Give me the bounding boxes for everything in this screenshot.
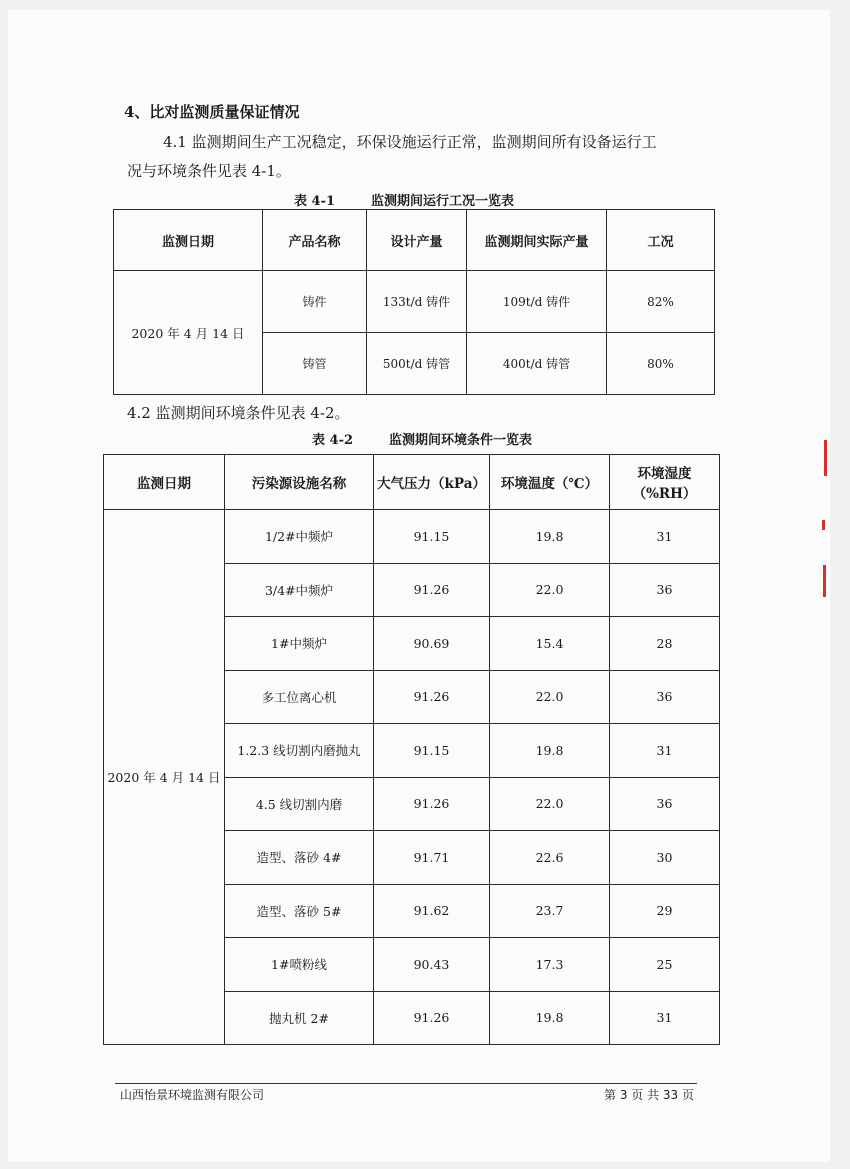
footer-page-number: 第 3 页 共 33 页 <box>604 1088 694 1102</box>
col-header-condition: 工况 <box>607 210 715 271</box>
design-output-cell: 500t/d 铸管 <box>367 333 467 395</box>
humidity-cell: 29 <box>610 884 720 938</box>
source-cell: 多工位离心机 <box>225 670 374 724</box>
temperature-cell: 19.8 <box>490 991 610 1045</box>
date-cell: 2020 年 4 月 14 日 <box>104 510 225 1045</box>
humidity-cell: 30 <box>610 831 720 885</box>
humidity-cell: 31 <box>610 724 720 778</box>
actual-output-cell: 400t/d 铸管 <box>467 333 607 395</box>
col-header-source: 污染源设施名称 <box>225 455 374 510</box>
col-header-temperature: 环境温度（℃） <box>490 455 610 510</box>
source-cell: 抛丸机 2# <box>225 991 374 1045</box>
footer-divider <box>115 1083 697 1084</box>
temperature-cell: 22.0 <box>490 563 610 617</box>
footer-company: 山西怡景环境监测有限公司 <box>120 1088 265 1102</box>
table1-caption-title: 监测期间运行工况一览表 <box>371 194 515 209</box>
seam-stamp-mark <box>822 520 825 530</box>
temperature-cell: 17.3 <box>490 938 610 992</box>
temperature-cell: 22.6 <box>490 831 610 885</box>
pressure-cell: 91.26 <box>374 777 490 831</box>
temperature-cell: 22.0 <box>490 670 610 724</box>
source-cell: 1.2.3 线切割内磨抛丸 <box>225 724 374 778</box>
section-heading: 4、比对监测质量保证情况 <box>124 103 300 121</box>
source-cell: 造型、落砂 5# <box>225 884 374 938</box>
source-cell: 1#中频炉 <box>225 617 374 671</box>
table1-caption <box>294 190 514 209</box>
source-cell: 1/2#中频炉 <box>225 510 374 564</box>
table-header-row <box>104 455 720 510</box>
col-header-humidity: 环境湿度（%RH） <box>610 455 720 510</box>
source-cell: 4.5 线切割内磨 <box>225 777 374 831</box>
pressure-cell: 91.71 <box>374 831 490 885</box>
temperature-cell: 19.8 <box>490 510 610 564</box>
table-row <box>114 271 715 333</box>
actual-output-cell: 109t/d 铸件 <box>467 271 607 333</box>
source-cell: 造型、落砂 4# <box>225 831 374 885</box>
condition-cell: 82% <box>607 271 715 333</box>
humidity-cell: 31 <box>610 510 720 564</box>
humidity-cell: 36 <box>610 563 720 617</box>
pressure-cell: 91.26 <box>374 563 490 617</box>
operating-conditions-table <box>113 209 715 395</box>
temperature-cell: 15.4 <box>490 617 610 671</box>
product-cell: 铸件 <box>263 271 367 333</box>
temperature-cell: 23.7 <box>490 884 610 938</box>
table-header-row <box>114 210 715 271</box>
table1-caption-number: 表 4-1 <box>294 194 336 209</box>
col-header-actual-output: 监测期间实际产量 <box>467 210 607 271</box>
product-cell: 铸管 <box>263 333 367 395</box>
col-header-product: 产品名称 <box>263 210 367 271</box>
source-cell: 1#喷粉线 <box>225 938 374 992</box>
table2-caption-title: 监测期间环境条件一览表 <box>389 433 533 448</box>
design-output-cell: 133t/d 铸件 <box>367 271 467 333</box>
col-header-date: 监测日期 <box>114 210 263 271</box>
pressure-cell: 91.62 <box>374 884 490 938</box>
paragraph-4-1-line1: 4.1 监测期间生产工况稳定，环保设施运行正常，监测期间所有设备运行工 <box>163 133 657 151</box>
pressure-cell: 90.69 <box>374 617 490 671</box>
col-header-design-output: 设计产量 <box>367 210 467 271</box>
date-cell: 2020 年 4 月 14 日 <box>114 271 263 395</box>
pressure-cell: 91.26 <box>374 991 490 1045</box>
pressure-cell: 90.43 <box>374 938 490 992</box>
humidity-cell: 28 <box>610 617 720 671</box>
pressure-cell: 91.26 <box>374 670 490 724</box>
table2-caption <box>312 429 532 448</box>
paragraph-4-1-line2: 况与环境条件见表 4-1。 <box>127 162 291 180</box>
table2-caption-number: 表 4-2 <box>312 433 354 448</box>
col-header-pressure: 大气压力（kPa） <box>374 455 490 510</box>
humidity-cell: 31 <box>610 991 720 1045</box>
source-cell: 3/4#中频炉 <box>225 563 374 617</box>
pressure-cell: 91.15 <box>374 724 490 778</box>
seam-stamp-mark <box>823 565 826 597</box>
pressure-cell: 91.15 <box>374 510 490 564</box>
seam-stamp-mark <box>824 440 827 476</box>
paragraph-4-2: 4.2 监测期间环境条件见表 4-2。 <box>127 404 350 422</box>
humidity-cell: 36 <box>610 670 720 724</box>
condition-cell: 80% <box>607 333 715 395</box>
temperature-cell: 19.8 <box>490 724 610 778</box>
humidity-cell: 25 <box>610 938 720 992</box>
humidity-cell: 36 <box>610 777 720 831</box>
table-row <box>104 510 720 564</box>
environment-conditions-table <box>103 454 720 1045</box>
col-header-date: 监测日期 <box>104 455 225 510</box>
temperature-cell: 22.0 <box>490 777 610 831</box>
